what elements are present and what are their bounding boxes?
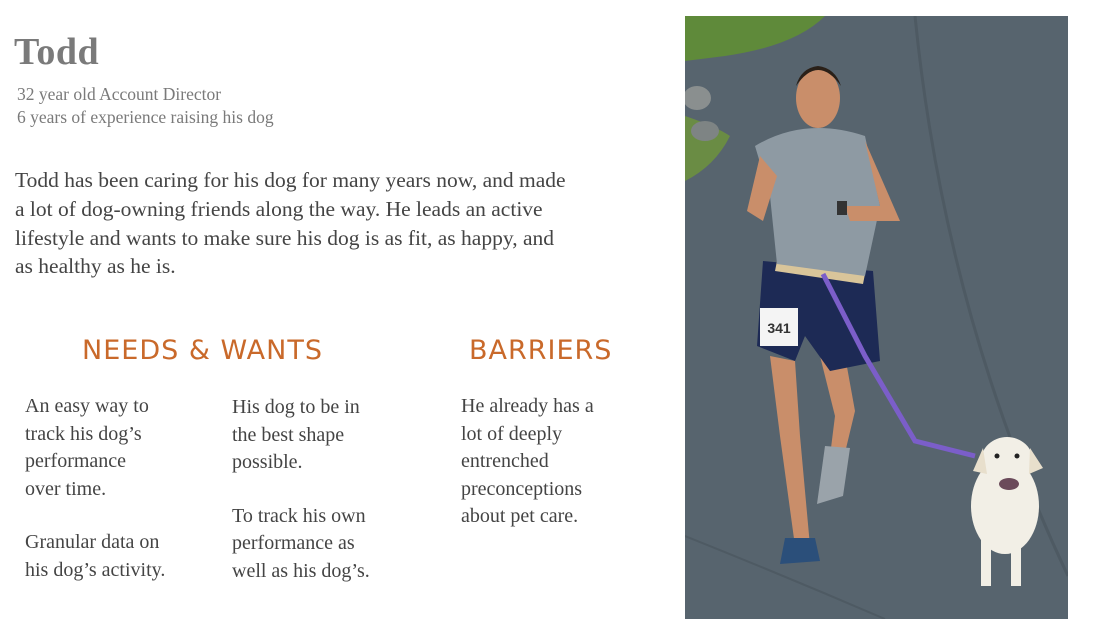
need-line: well as his dog’s. [232, 559, 370, 582]
bio-line: Todd has been caring for his dog for many years now, and made [15, 168, 566, 192]
dog-head [981, 437, 1033, 485]
need-line: Granular data on [25, 531, 160, 553]
persona-name: Todd [14, 31, 100, 73]
persona-age-role: 32 year old Account Director [17, 84, 222, 104]
bio-line: as healthy as he is. [15, 254, 176, 279]
need-line: track his dog’s [25, 422, 142, 445]
persona-experience: 6 years of experience raising his dog [17, 107, 274, 127]
dog-eye [1015, 454, 1020, 459]
need-line: over time. [25, 477, 107, 500]
race-bib-number: 341 [767, 320, 791, 336]
need-item [232, 503, 432, 586]
needs-column-2 [232, 394, 432, 611]
bio-line: lifestyle and wants to make sure his dog is as fit, as happy, and [15, 225, 554, 250]
needs-column-1 [25, 393, 215, 610]
rock [691, 121, 719, 141]
barriers-heading: BARRIERS [469, 335, 613, 366]
dog-eye [995, 454, 1000, 459]
persona-subtitle [17, 83, 274, 129]
persona-photo [685, 16, 1068, 619]
barrier-line: lot of deeply [461, 422, 563, 445]
dog-leg [981, 536, 991, 586]
dog-mouth [999, 478, 1019, 490]
need-item [25, 393, 215, 503]
needs-wants-heading: NEEDS & WANTS [82, 335, 323, 366]
runner-shoe [780, 538, 820, 564]
need-line: His dog to be in [232, 396, 360, 418]
need-line: To track his own [232, 504, 366, 527]
need-line: the best shape [232, 423, 345, 446]
dog-leg [1011, 541, 1021, 586]
need-item [232, 394, 432, 477]
barrier-line: He already has a [461, 395, 594, 417]
need-line: performance as [232, 532, 355, 554]
need-line: possible. [232, 451, 303, 473]
watch [837, 201, 847, 215]
need-line: his dog’s activity. [25, 558, 166, 581]
need-line: performance [25, 450, 127, 472]
need-line: An easy way to [25, 395, 149, 417]
need-item [25, 529, 215, 584]
runner-with-dog-illustration [685, 16, 1068, 619]
barrier-item [461, 393, 661, 531]
persona-bio [15, 166, 640, 281]
bio-line: a lot of dog-owning friends along the way. He leads an active [15, 196, 543, 221]
barriers-column [461, 393, 661, 557]
barrier-line: preconceptions [461, 477, 583, 500]
barrier-line: about pet care. [461, 505, 579, 527]
barrier-line: entrenched [461, 450, 549, 472]
